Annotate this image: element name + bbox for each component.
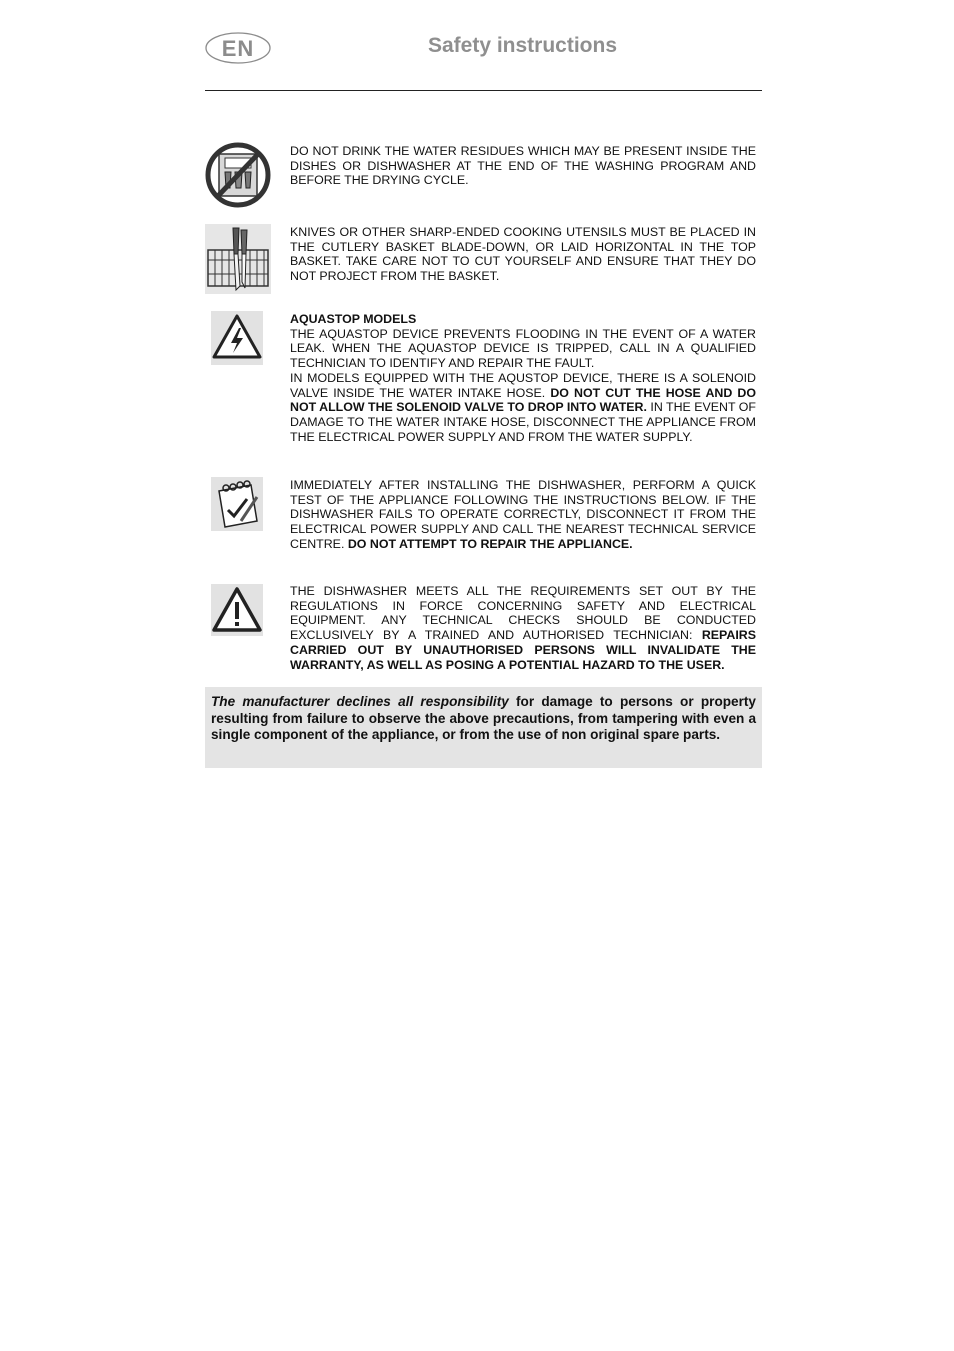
- safety-text: [290, 584, 756, 672]
- safety-text-emphasis: REPAIRS CARRIED OUT BY UNAUTHORISED PERSONS WILL INVALIDATE THE WARRANTY, AS WELL AS POSING A POTENTIAL HAZARD TO THE USER.: [290, 628, 756, 672]
- liability-notice-rest: for damage to persons or property resulting from failure to observe the above precautions, from tampering with even a single component of the appliance, or from the use of non original spare parts.: [211, 694, 756, 743]
- section-heading: AQUASTOP MODELS: [290, 312, 417, 326]
- safety-text-segment: IN THE EVENT OF DAMAGE TO THE WATER INTAKE HOSE, DISCONNECT THE APPLIANCE FROM THE ELECTRICAL POWER SUPPLY AND FROM THE WATER SUPPLY.: [290, 400, 757, 444]
- knives-basket-icon: [205, 224, 271, 299]
- safety-item-quick-test: [205, 477, 762, 569]
- safety-text-paragraph: [290, 478, 756, 552]
- page-header: [205, 30, 762, 91]
- safety-text-emphasis: DO NOT ATTEMPT TO REPAIR THE APPLIANCE.: [347, 536, 633, 551]
- safety-text-paragraph: [290, 584, 756, 672]
- liability-notice: [205, 687, 762, 768]
- no-drinking-icon: [205, 142, 271, 215]
- safety-text-segment: IMMEDIATELY AFTER INSTALLING THE DISHWASHER, PERFORM A QUICK TEST OF THE APPLIANCE FOLLOWING THE INSTRUCTIONS BELOW. IF THE DISHWASHER FAILS TO OPERATE CORRECTLY, DISCONNECT IT FROM THE ELECTRICAL POWER SUPPLY AND CALL THE NEAREST TECHNICAL SERVICE CENTRE.: [290, 478, 756, 551]
- safety-text: [290, 478, 756, 552]
- safety-item-knives: [205, 224, 762, 294]
- safety-text: [290, 144, 756, 188]
- warning-icon: [211, 584, 263, 641]
- safety-text-paragraph: THE AQUASTOP DEVICE PREVENTS FLOODING IN THE EVENT OF A WATER LEAK. WHEN THE AQUASTOP DEVICE IS TRIPPED, CALL IN A QUALIFIED TECHNICIAN TO IDENTIFY AND REPAIR THE FAULT.: [290, 326, 756, 371]
- safety-text: [290, 312, 756, 444]
- liability-notice-text: [211, 694, 756, 744]
- safety-text-paragraph: KNIVES OR OTHER SHARP-ENDED COOKING UTENSILS MUST BE PLACED IN THE CUTLERY BASKET BLADE-DOWN, OR LAID HORIZONTAL IN THE TOP BASKET. TAKE CARE NOT TO CUT YOURSELF AND ENSURE THAT THEY DO NOT PROJECT FROM THE BASKET.: [290, 225, 756, 284]
- liability-notice-emphasis: The manufacturer declines all responsibility: [211, 694, 509, 709]
- safety-text-emphasis: DO NOT CUT THE HOSE AND DO NOT ALLOW THE SOLENOID VALVE TO DROP INTO WATER.: [290, 385, 756, 415]
- safety-text-segment: IN MODELS EQUIPPED WITH THE AQUSTOP DEVICE, THERE IS A SOLENOID VALVE INSIDE THE WATER INTAKE HOSE.: [290, 370, 756, 400]
- safety-item-aquastop: [205, 311, 762, 461]
- safety-text: [290, 225, 756, 284]
- notepad-check-icon: [211, 477, 263, 536]
- page-title: Safety instructions: [427, 34, 618, 57]
- electrical-hazard-icon: [211, 311, 263, 370]
- safety-item-regulations: [205, 584, 762, 674]
- safety-text-paragraph: DO NOT DRINK THE WATER RESIDUES WHICH MAY BE PRESENT INSIDE THE DISHES OR DISHWASHER AT THE END OF THE WASHING PROGRAM AND BEFORE THE DRYING CYCLE.: [290, 144, 756, 188]
- language-code: EN: [221, 36, 255, 61]
- safety-text-paragraph: [290, 371, 756, 445]
- safety-item-no-drinking: [205, 142, 762, 210]
- safety-text-segment: THE DISHWASHER MEETS ALL THE REQUIREMENTS SET OUT BY THE REGULATIONS IN FORCE CONCERNING SAFETY AND ELECTRICAL EQUIPMENT. ANY TECHNICAL CHECKS SHOULD BE CONDUCTED EXCLUSIVELY BY A TRAINED AND AUTHORISED TECHNICIAN:: [290, 584, 756, 643]
